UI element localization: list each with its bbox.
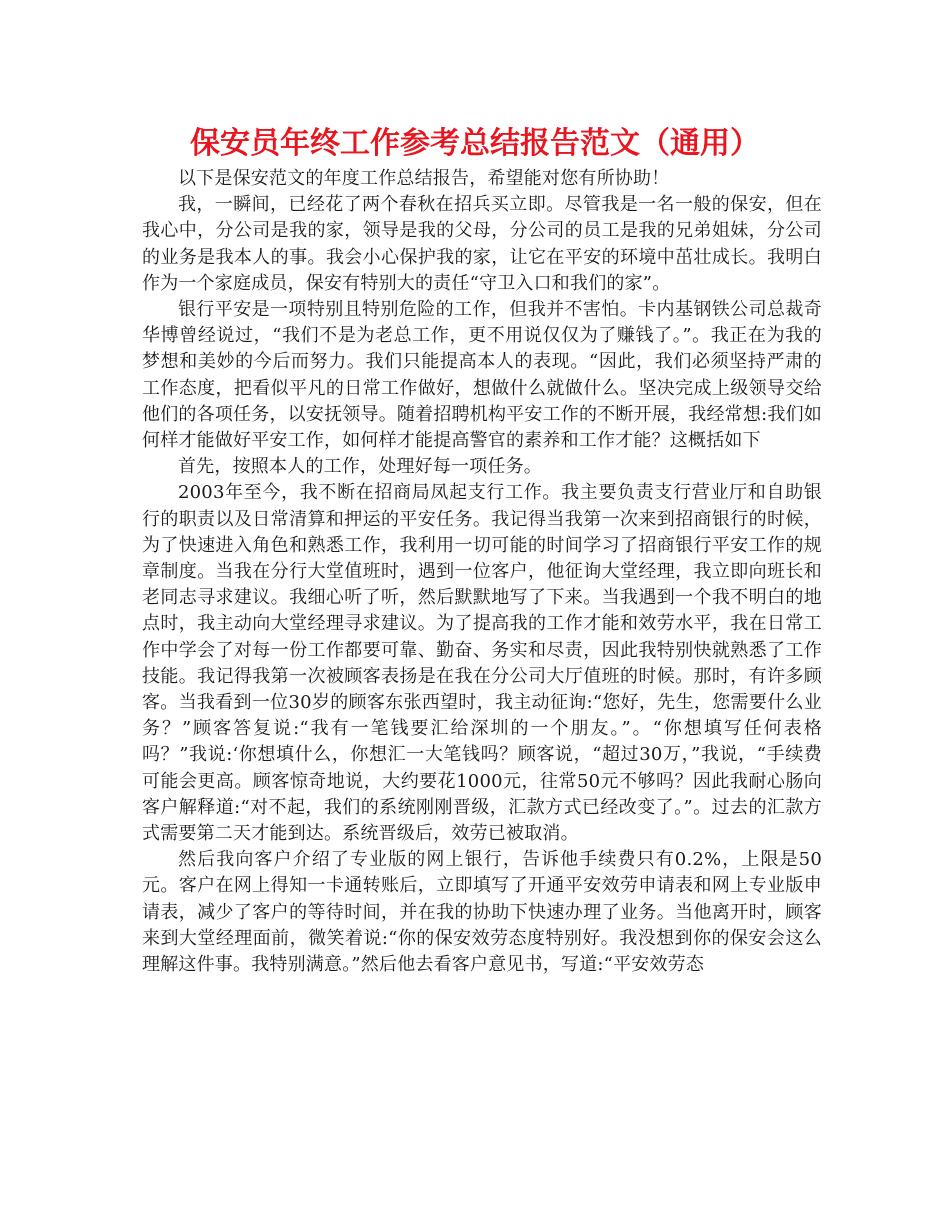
paragraph-bank-security: 银行平安是一项特别且特别危险的工作，但我并不害怕。卡内基钢铁公司总裁奇华博曾经说过，“我们不是为老总工作，更不用说仅仅为了赚钱了。”。我正在为我的梦想和美妙的今后而努力。我们只能提高本人的表现。“因此，我们必须坚持严肃的工作态度，把看似平凡的日常工作做好，想做什么就做什么。坚决完成上级领导交给他们的各项任务，以安抚领导。随着招聘机构平安工作的不断开展，我经常想:我们如何样才能做好平安工作，如何样才能提高警官的素养和工作才能？这概括如下 — [142, 299, 822, 452]
document-title: 保安员年终工作参考总结报告范文（通用） — [190, 126, 760, 161]
paragraph-intro: 以下是保安范文的年度工作总结报告，希望能对您有所协助！ — [178, 168, 670, 189]
paragraph-online-banking: 然后我向客户介绍了专业版的网上银行，告诉他手续费只有0.2%，上限是50元。客户在网上得知一卡通转账后，立即填写了开通平安效劳申请表和网上专业版申请表，减少了客户的等待时间，并在我的协助下快速办理了业务。当他离开时，顾客来到大堂经理面前，微笑着说:“你的保安效劳态度特别好。我没想到你的保安会这么理解这件事。我特别满意。”然后他去看客户意见书，写道:“平安效劳态 — [142, 849, 822, 976]
document-body — [142, 166, 822, 978]
paragraph-first-point: 首先，按照本人的工作，处理好每一项任务。 — [178, 456, 542, 478]
paragraph-home: 我，一瞬间，已经花了两个春秋在招兵买立即。尽管我是一名一般的保安，但在我心中，分公司是我的家，领导是我的父母，分公司的员工是我的兄弟姐妹，分公司的业务是我本人的事。我会小心保护我的家，让它在平安的环境中茁壮成长。我明白作为一个家庭成员，保安有特别大的责任“守卫入口和我们的家”。 — [142, 194, 822, 294]
paragraph-experience: 2003年至今，我不断在招商局凤起支行工作。我主要负责支行营业厅和自助银行的职责以及日常清算和押运的平安任务。我记得当我第一次来到招商银行的时候，为了快速进入角色和熟悉工作，我利用一切可能的时间学习了招商银行平安工作的规章制度。当我在分行大堂值班时，遇到一位客户，他征询大堂经理，我立即向班长和老同志寻求建议。我细心听了听，然后默默地写了下来。当我遇到一个我不明白的地点时，我主动向大堂经理寻求建议。为了提高我的工作才能和效劳水平，我在日常工作中学会了对每一份工作都要可靠、勤奋、务实和尽责，因此我特别快就熟悉了工作技能。我记得我第一次被顾客表扬是在我在分公司大厅值班的时候。那时，有许多顾客。当我看到一位30岁的顾客东张西望时，我主动征询:“您好，先生，您需要什么业务？”顾客答复说:“我有一笔钱要汇给深圳的一个朋友。”。“你想填写任何表格吗？”我说:‘你想填什么，你想汇一大笔钱吗？顾客说，“超过30万，”我说，“手续费可能会更高。顾客惊奇地说，大约要花1000元，往常50元不够吗？因此我耐心肠向客户解释道:“对不起，我们的系统刚刚晋级，汇款方式已经改变了。”。过去的汇款方式需要第二天才能到达。系统晋级后，效劳已被取消。 — [142, 482, 822, 845]
